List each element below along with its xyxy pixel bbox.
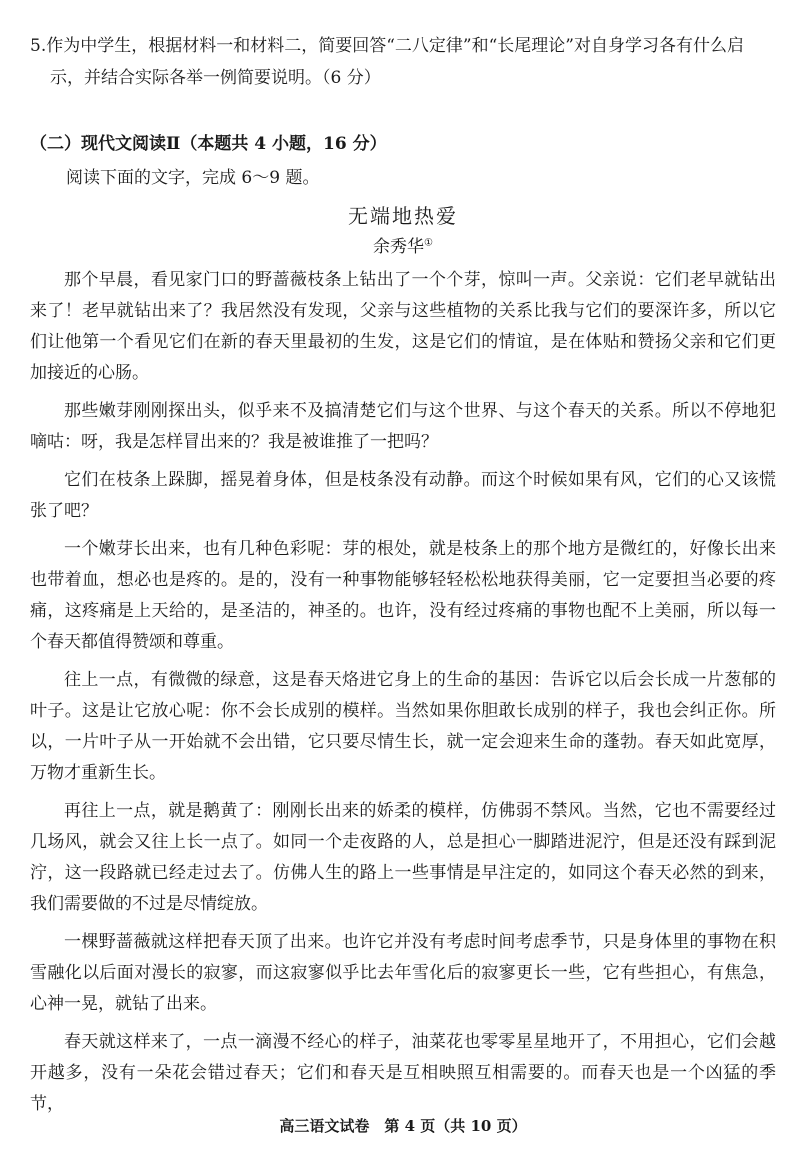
- question-5-line-1: 5.作为中学生，根据材料一和材料二，简要回答“二八定律”和“长尾理论”对自身学习各有什么启: [30, 36, 744, 56]
- paragraph: 那个早晨，看见家门口的野蔷薇枝条上钻出了一个个芽，惊叫一声。父亲说：它们老早就钻出来了！老早就钻出来了？我居然没有发现，父亲与这些植物的关系比我与它们的要深许多，所以它们让他第一个看见它们在新的春天里最初的生发，这是它们的情谊，是在体贴和赞扬父亲和它们更加接近的心肠。: [30, 270, 776, 383]
- paragraph: 它们在枝条上跺脚，摇晃着身体，但是枝条没有动静。而这个时候如果有风，它们的心又该慌张了吧？: [30, 470, 776, 521]
- article-body: [30, 265, 776, 1127]
- question-5: [30, 30, 776, 94]
- question-5-line-2: 示，并结合实际各举一例简要说明。（6 分）: [50, 68, 381, 88]
- section-heading: （二）现代文阅读Ⅱ（本题共 4 小题，16 分）: [30, 134, 387, 154]
- paragraph: 一个嫩芽长出来，也有几种色彩呢：芽的根处，就是枝条上的那个地方是微红的，好像长出来也带着血，想必也是疼的。是的，没有一种事物能够轻轻松松地获得美丽，它一定要担当必要的疼痛，这疼痛是上天给的，是圣洁的，神圣的。也许，没有经过疼痛的事物也配不上美丽，所以每一个春天都值得赞颂和尊重。: [30, 539, 776, 652]
- exam-page: [30, 0, 776, 1150]
- author-footnote-marker: ①: [424, 237, 433, 249]
- paragraph: 再往上一点，就是鹅黄了：刚刚长出来的娇柔的模样，仿佛弱不禁风。当然，它也不需要经过几场风，就会又往上长一点了。如同一个走夜路的人，总是担心一脚踏进泥泞，但是还没有踩到泥泞，这一段路就已经走过去了。仿佛人生的路上一些事情是早注定的，如同这个春天必然的到来，我们需要做的不过是尽情绽放。: [30, 801, 776, 914]
- paragraph: 一棵野蔷薇就这样把春天顶了出来。也许它并没有考虑时间考虑季节，只是身体里的事物在积雪融化以后面对漫长的寂寥，而这寂寥似乎比去年雪化后的寂寥更长一些，它有些担心，有焦急，心神一晃，就钻了出来。: [30, 932, 776, 1014]
- page-footer: 高三语文试卷 第 4 页（共 10 页）: [279, 1117, 527, 1135]
- paragraph: 那些嫩芽刚刚探出头，似乎来不及搞清楚它们与这个世界、与这个春天的关系。所以不停地犯嘀咕：呀，我是怎样冒出来的？我是被谁推了一把吗？: [30, 401, 776, 452]
- reading-instruction: 阅读下面的文字，完成 6～9 题。: [66, 168, 320, 188]
- paragraph: 往上一点，有微微的绿意，这是春天烙进它身上的生命的基因：告诉它以后会长成一片葱郁的叶子。这是让它放心呢：你不会长成别的模样。当然如果你胆敢长成别的样子，我也会纠正你。所以，一片叶子从一开始就不会出错，它只要尽情生长，就一定会迎来生命的蓬勃。春天如此宽厚，万物才重新生长。: [30, 670, 776, 783]
- author-name: 余秀华: [373, 237, 425, 257]
- article-author: [30, 232, 776, 257]
- paragraph: 春天就这样来了，一点一滴漫不经心的样子，油菜花也零零星星地开了，不用担心，它们会越开越多，没有一朵花会错过春天；它们和春天是互相映照互相需要的。而春天也是一个凶猛的季节，: [30, 1032, 776, 1114]
- article-title: 无端地热爱: [348, 204, 458, 228]
